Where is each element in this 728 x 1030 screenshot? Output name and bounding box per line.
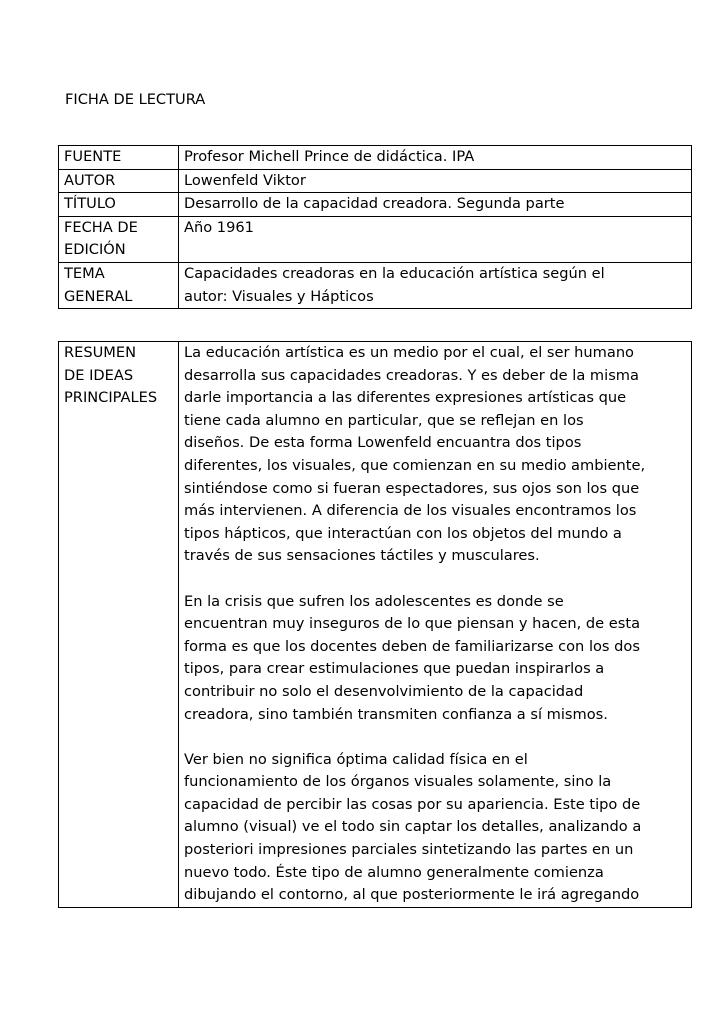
- general-theme-label: TEMA GENERAL: [59, 262, 179, 308]
- summary-body: [179, 342, 692, 908]
- metadata-table: [58, 145, 692, 309]
- table-row: [59, 342, 692, 908]
- table-row: [59, 169, 692, 193]
- document-title: FICHA DE LECTURA: [65, 91, 206, 108]
- summary-label: RESUMEN DE IDEAS PRINCIPALES: [59, 342, 179, 908]
- edition-date-label: FECHA DE EDICIÓN: [59, 216, 179, 262]
- title-value: Desarrollo de la capacidad creadora. Segunda parte: [179, 193, 692, 217]
- title-label: TÍTULO: [59, 193, 179, 217]
- summary-table: [58, 341, 692, 908]
- table-row: [59, 193, 692, 217]
- source-label: FUENTE: [59, 146, 179, 170]
- summary-paragraph: Ver bien no significa óptima calidad física en el funcionamiento de los órganos visuales solamente, sino la capacidad de percibir las cosas por su apariencia. Este tipo de alumno (visual) ve el todo sin captar los detalles, analizando a posteriori impresiones parciales sintetizando las partes en un nuevo todo. Éste tipo de alumno generalmente comienza dibujando el contorno, al que posteriormente le irá agregando: [184, 750, 642, 904]
- table-row: [59, 262, 692, 308]
- table-row: [59, 216, 692, 262]
- summary-paragraph: La educación artística es un medio por el cual, el ser humano desarrolla sus capacidades creadoras. Y es deber de la misma darle importancia a las diferentes expresiones artísticas que tiene cada alumno en particular, que se reflejan en los diseños. De esta forma Lowenfeld encuantra dos tipos diferentes, los visuales, que comienzan en su medio ambiente, sintiéndose como si fueran espectadores, sus ojos son los que más intervienen. A diferencia de los visuales encontramos los tipos hápticos, que interactúan con los objetos del mundo a través de sus sensaciones táctiles y musculares.: [184, 344, 646, 565]
- author-label: AUTOR: [59, 169, 179, 193]
- author-value: Lowenfeld Viktor: [179, 169, 692, 193]
- table-row: [59, 146, 692, 170]
- source-value: Profesor Michell Prince de didáctica. IPA: [179, 146, 692, 170]
- general-theme-value: Capacidades creadoras en la educación artística según el autor: Visuales y Hápticos: [179, 262, 692, 308]
- summary-paragraph: En la crisis que sufren los adolescentes es donde se encuentran muy inseguros de lo que piensan y hacen, de esta forma es que los docentes deben de familiarizarse con los dos tipos, para crear estimulaciones que puedan inspirarlos a contribuir no solo el desenvolvimiento de la capacidad creadora, sino también transmiten confianza a sí mismos.: [184, 592, 641, 723]
- edition-date-value: Año 1961: [179, 216, 692, 262]
